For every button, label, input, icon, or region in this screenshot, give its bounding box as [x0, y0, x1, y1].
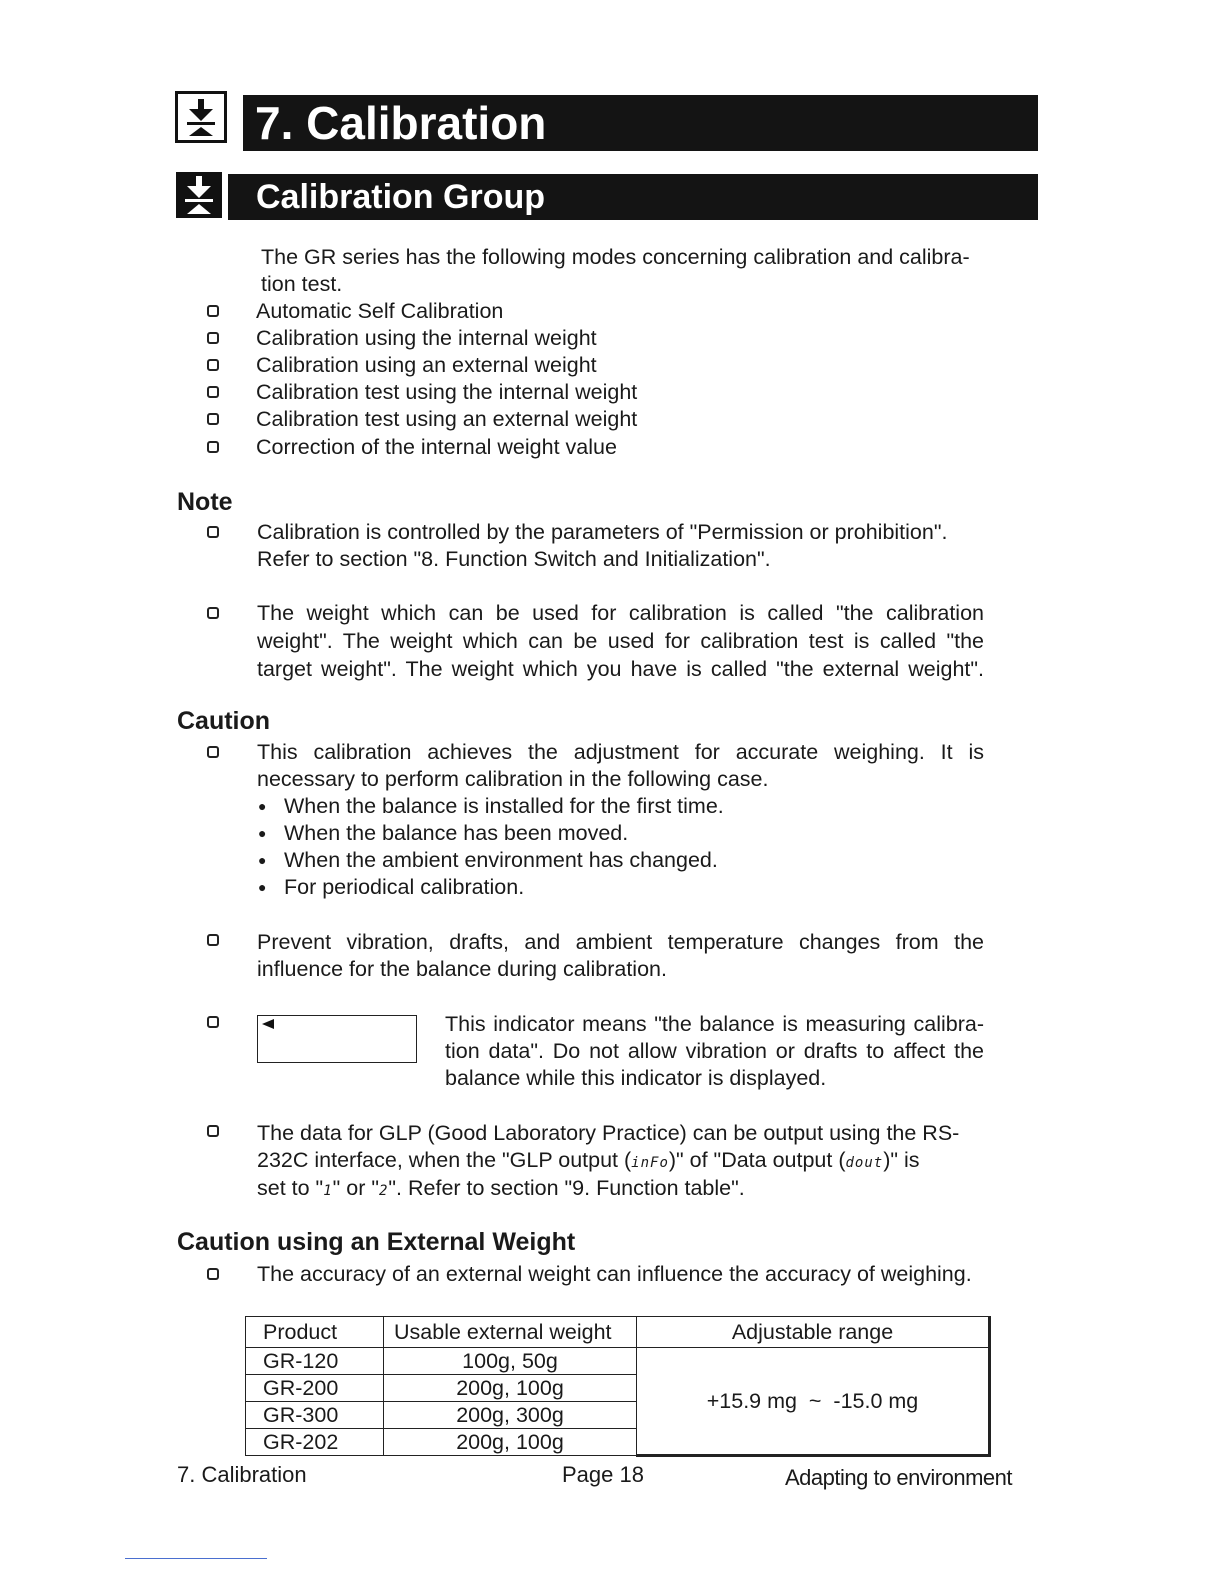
footer-page-number: Page 18	[562, 1462, 644, 1487]
note-item-2-line-2: weight". The weight which can be used for calibration test is called "the	[257, 629, 984, 653]
bullet-icon: ●	[258, 879, 267, 895]
caution-item-1-line-1: This calibration achieves the adjustment for accurate weighing. It is	[257, 740, 984, 764]
caution-item-4-line-3	[257, 1175, 745, 1205]
caution-item-2-line-1: Prevent vibration, drafts, and ambient temperature changes from the	[257, 930, 984, 954]
note-item-1-line-1: Calibration is controlled by the parameters of "Permission or prohibition".	[257, 520, 948, 544]
table-row	[246, 1348, 990, 1375]
table-cell: 200g, 100g	[384, 1429, 637, 1456]
table-cell: 200g, 300g	[384, 1402, 637, 1429]
bullet-icon: ●	[258, 825, 267, 841]
intro-line-2: tion test.	[261, 272, 343, 296]
table-cell: GR-120	[246, 1348, 384, 1375]
bullet-icon: ●	[258, 852, 267, 868]
external-weight-heading: Caution using an External Weight	[177, 1228, 576, 1256]
text-segment: " or "	[332, 1176, 379, 1200]
checkbox-icon	[207, 413, 219, 425]
checkbox-icon	[207, 1016, 219, 1028]
table-cell: 200g, 100g	[384, 1375, 637, 1402]
caution-item-3-line-2: tion data". Do not allow vibration or drafts to affect the	[445, 1039, 984, 1063]
caution-item-3-line-1: This indicator means "the balance is measuring calibra-	[445, 1012, 984, 1036]
note-item-1-line-2: Refer to section "8. Function Switch and Initialization".	[257, 547, 771, 571]
display-code-info: inFo	[631, 1155, 669, 1171]
table-cell: GR-200	[246, 1375, 384, 1402]
display-code-dout: dout	[845, 1155, 884, 1171]
section-title: Calibration Group	[228, 174, 1038, 220]
bottom-rule	[125, 1558, 267, 1559]
list-item: When the balance has been moved.	[284, 821, 629, 845]
table-cell: GR-202	[246, 1429, 384, 1456]
calibration-indicator-display	[257, 1015, 417, 1063]
column-header: Usable external weight	[384, 1317, 637, 1348]
calibration-chapter-icon	[175, 91, 227, 143]
note-item-2-line-3: target weight". The weight which you have is called "the external weight".	[257, 657, 984, 681]
footer-section: 7. Calibration	[177, 1462, 307, 1487]
list-item: Automatic Self Calibration	[256, 299, 504, 323]
list-item: For periodical calibration.	[284, 875, 525, 899]
caution-item-4-line-2	[257, 1147, 920, 1177]
note-heading: Note	[177, 488, 233, 516]
text-segment: )" of "Data output (	[668, 1148, 846, 1172]
checkbox-icon	[207, 305, 219, 317]
caution-item-1-line-2: necessary to perform calibration in the following case.	[257, 767, 769, 791]
checkbox-icon	[207, 1268, 219, 1280]
checkbox-icon	[207, 359, 219, 371]
caution-heading: Caution	[177, 707, 271, 735]
column-header: Product	[246, 1317, 384, 1348]
display-code-1: 1	[323, 1183, 333, 1199]
text-segment: )" is	[883, 1148, 920, 1172]
external-weight-line-1: The accuracy of an external weight can influence the accuracy of weighing.	[257, 1262, 972, 1286]
checkbox-icon	[207, 332, 219, 344]
list-item: Calibration using an external weight	[256, 353, 597, 377]
chapter-title: 7. Calibration	[243, 95, 1038, 151]
caution-item-3-line-3: balance while this indicator is displayed.	[445, 1066, 827, 1090]
caution-item-4-line-1: The data for GLP (Good Laboratory Practice) can be output using the RS-	[257, 1121, 960, 1145]
checkbox-icon	[207, 441, 219, 453]
column-header: Adjustable range	[637, 1317, 990, 1348]
indicator-arrow-icon	[262, 1019, 276, 1029]
list-item: Correction of the internal weight value	[256, 435, 617, 459]
bullet-icon: ●	[258, 798, 267, 814]
checkbox-icon	[207, 934, 219, 946]
list-item: Calibration test using an external weight	[256, 407, 638, 431]
checkbox-icon	[207, 746, 219, 758]
external-weight-table	[245, 1316, 991, 1457]
list-item: Calibration test using the internal weight	[256, 380, 638, 404]
calibration-group-icon	[176, 172, 222, 218]
checkbox-icon	[207, 526, 219, 538]
text-segment: set to "	[257, 1176, 324, 1200]
text-segment: 232C interface, when the "GLP output (	[257, 1148, 632, 1172]
note-item-2-line-1: The weight which can be used for calibration is called "the calibration	[257, 601, 984, 625]
text-segment: ". Refer to section "9. Function table".	[388, 1176, 745, 1200]
list-item: When the ambient environment has changed.	[284, 848, 718, 872]
list-item: When the balance is installed for the first time.	[284, 794, 724, 818]
caution-item-2-line-2: influence for the balance during calibration.	[257, 957, 667, 981]
list-item: Calibration using the internal weight	[256, 326, 597, 350]
table-cell: GR-300	[246, 1402, 384, 1429]
intro-line-1: The GR series has the following modes concerning calibration and calibra-	[261, 245, 970, 269]
footer-topic: Adapting to environment	[785, 1465, 1012, 1490]
checkbox-icon	[207, 607, 219, 619]
adjustable-range-cell: +15.9 mg ~ -15.0 mg	[637, 1348, 990, 1456]
checkbox-icon	[207, 386, 219, 398]
table-cell: 100g, 50g	[384, 1348, 637, 1375]
checkbox-icon	[207, 1125, 219, 1137]
table-header-row	[246, 1317, 990, 1348]
display-code-2: 2	[378, 1183, 389, 1199]
